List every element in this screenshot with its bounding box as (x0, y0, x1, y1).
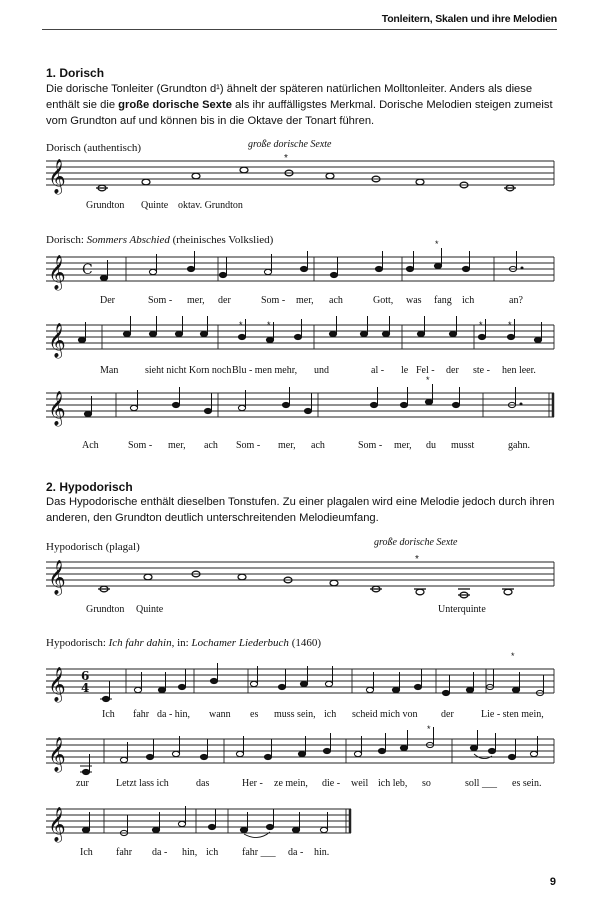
svg-text:4: 4 (81, 681, 90, 695)
dorian-song-caption: Dorisch: Sommers Abschied (rheinisches Volkslied) (46, 234, 274, 246)
para-1-bold: große dorische Sexte (118, 99, 232, 111)
lyrics-hypodorian-1 (46, 709, 558, 723)
lyric-syllable: du (426, 440, 436, 451)
lyric-syllable: ach (329, 295, 343, 306)
lyric-syllable: musst (451, 440, 475, 451)
hypodorian-scale-labels (46, 604, 558, 618)
lyric-syllable: der (441, 709, 454, 720)
lyric-syllable: ich (324, 709, 337, 720)
lyric-syllable: ach (311, 440, 325, 451)
lyric-syllable: ich (206, 847, 219, 858)
dorian-scale-labels (46, 200, 558, 214)
lyrics-dorian-3 (46, 440, 558, 454)
svg-text:*: * (267, 320, 271, 330)
staff-hypodorian-song-3 (46, 800, 558, 846)
lyric-syllable: das (196, 778, 210, 789)
lyrics-hypodorian-2 (46, 778, 558, 792)
lyric-syllable: fahr (116, 847, 133, 858)
svg-text:C: C (82, 262, 93, 278)
hypodorian-scale-caption: Hypodorisch (plagal) (46, 541, 140, 553)
lyric-syllable: ich (462, 295, 475, 306)
lyric-syllable: mer, (278, 440, 296, 451)
lyric-syllable: scheid mich von (352, 709, 418, 720)
lyric-syllable: es (250, 709, 259, 720)
svg-text:*: * (415, 554, 419, 565)
page-number: 9 (549, 876, 556, 888)
lyric-syllable: wann (209, 709, 231, 720)
lyric-syllable: Som - (148, 295, 173, 306)
svg-text:𝄞: 𝄞 (48, 667, 66, 702)
dorian-scale-caption: Dorisch (authentisch) (46, 142, 141, 154)
svg-text:𝄞: 𝄞 (48, 323, 66, 358)
svg-text:𝄞: 𝄞 (48, 807, 66, 842)
svg-text:*: * (426, 375, 430, 385)
svg-text:𝄞: 𝄞 (48, 159, 66, 194)
lyric-syllable: da - (288, 847, 304, 858)
lyric-syllable: Blu - men mehr, (232, 365, 298, 376)
svg-text:*: * (239, 320, 243, 330)
lyric-syllable: gahn. (508, 440, 530, 451)
section-1-title: 1. Dorisch (46, 66, 105, 80)
label-unterquinte: Unterquinte (438, 604, 486, 615)
label-grundton-2: Grundton (86, 604, 125, 615)
lyric-syllable: zur (76, 778, 89, 789)
lyrics-dorian-2 (46, 365, 558, 379)
lyric-syllable: hen leer. (502, 365, 536, 376)
staff-hypodorian-scale (46, 553, 558, 599)
lyric-syllable: muss sein, (274, 709, 316, 720)
hypodorian-song-caption: Hypodorisch: Ich fahr dahin, in: Lochamer Liederbuch (1460) (46, 637, 322, 649)
lyric-syllable: ste - (473, 365, 490, 376)
lyric-syllable: da - hin, (157, 709, 191, 720)
lyric-syllable: Som - (358, 440, 383, 451)
lyric-syllable: fahr (133, 709, 150, 720)
staff-dorian-song-3 (46, 375, 558, 430)
sexte-label-2: große dorische Sexte (374, 537, 458, 548)
lyric-syllable: Som - (128, 440, 153, 451)
svg-text:𝄞: 𝄞 (48, 255, 66, 290)
lyric-syllable: fang (434, 295, 452, 306)
para-1b: als ihr auffälligstes Merkmal. Dorische Melodien steigen zumeist vom Grundton auf und können bis in die Oktave der Tonart führen. (46, 99, 553, 127)
lyric-syllable: ze mein, (274, 778, 308, 789)
staff-hypodorian-song-1 (46, 651, 558, 706)
lyric-syllable: der (446, 365, 459, 376)
lyric-syllable: mer, (168, 440, 186, 451)
lyric-syllable: der (218, 295, 231, 306)
lyric-syllable: Ach (82, 440, 99, 451)
svg-text:𝄞: 𝄞 (48, 391, 66, 426)
svg-text:𝄞: 𝄞 (48, 560, 66, 595)
lyric-syllable: Som - (236, 440, 261, 451)
lyric-syllable: Letzt lass ich (116, 778, 169, 789)
lyric-syllable: Fel - (416, 365, 435, 376)
lyric-syllable: Ich (102, 709, 115, 720)
lyric-syllable: es sein. (512, 778, 542, 789)
lyric-syllable: an? (509, 295, 523, 306)
lyric-syllable: Der (100, 295, 115, 306)
svg-text:*: * (435, 239, 439, 249)
lyric-syllable: Man (100, 365, 119, 376)
lyric-syllable: Ich (80, 847, 93, 858)
lyric-syllable: hin, (182, 847, 198, 858)
lyric-syllable: und (314, 365, 329, 376)
lyrics-dorian-1 (46, 295, 558, 309)
running-header-title: Tonleitern, Skalen und ihre Melodien (381, 13, 557, 25)
svg-text:6: 6 (81, 669, 90, 683)
lyric-syllable: ich leb, (378, 778, 408, 789)
running-header (42, 0, 557, 38)
label-oktav-grundton: oktav. Grundton (178, 200, 243, 211)
lyrics-hypodorian-3 (46, 847, 558, 861)
svg-text:*: * (479, 320, 483, 330)
lyric-syllable: fahr ___ (242, 847, 276, 858)
lyric-syllable: da - (152, 847, 168, 858)
lyric-syllable: sieht nicht Korn noch (145, 365, 232, 376)
lyric-syllable: soll ___ (465, 778, 497, 789)
lyric-syllable: mer, (187, 295, 205, 306)
lyric-syllable: mer, (296, 295, 314, 306)
lyric-syllable: die - (322, 778, 341, 789)
lyric-syllable: hin. (314, 847, 330, 858)
sexte-label-1: große dorische Sexte (248, 139, 332, 150)
lyric-syllable: mer, (394, 440, 412, 451)
label-quinte-2: Quinte (136, 604, 164, 615)
para-1a: Die dorische Tonleiter (Grundton d¹) ähnelt der späteren natürlichen Molltonleiter. Anders als diese enthält sie die (46, 83, 533, 111)
lyric-syllable: Gott, (373, 295, 394, 306)
staff-dorian-scale (46, 152, 558, 198)
lyric-syllable: ach (204, 440, 218, 451)
label-quinte: Quinte (141, 200, 169, 211)
lyric-syllable: al - (371, 365, 385, 376)
section-2-title: 2. Hypodorisch (46, 480, 133, 494)
svg-text:*: * (508, 320, 512, 330)
lyric-syllable: Lie - sten mein, (481, 709, 544, 720)
lyric-syllable: Som - (261, 295, 286, 306)
staff-hypodorian-song-2 (46, 724, 558, 776)
lyric-syllable: Her - (242, 778, 263, 789)
staff-dorian-song-2 (46, 316, 558, 362)
svg-text:*: * (511, 651, 515, 661)
section-1-paragraph (46, 81, 558, 129)
lyric-syllable: weil (351, 778, 369, 789)
svg-text:*: * (284, 153, 288, 164)
lyric-syllable: le (401, 365, 409, 376)
svg-text:𝄞: 𝄞 (48, 737, 66, 772)
lyric-syllable: was (406, 295, 422, 306)
lyric-syllable: so (422, 778, 431, 789)
section-2-paragraph: Das Hypodorische enthält dieselben Tonstufen. Zu einer plagalen wird eine Melodie jedoch durch ihren anderen, den Grundton deutlich unterschreitenden Melodieumfang. (46, 496, 555, 524)
label-grundton: Grundton (86, 200, 125, 211)
svg-text:*: * (427, 724, 431, 734)
header-rule (42, 29, 557, 30)
